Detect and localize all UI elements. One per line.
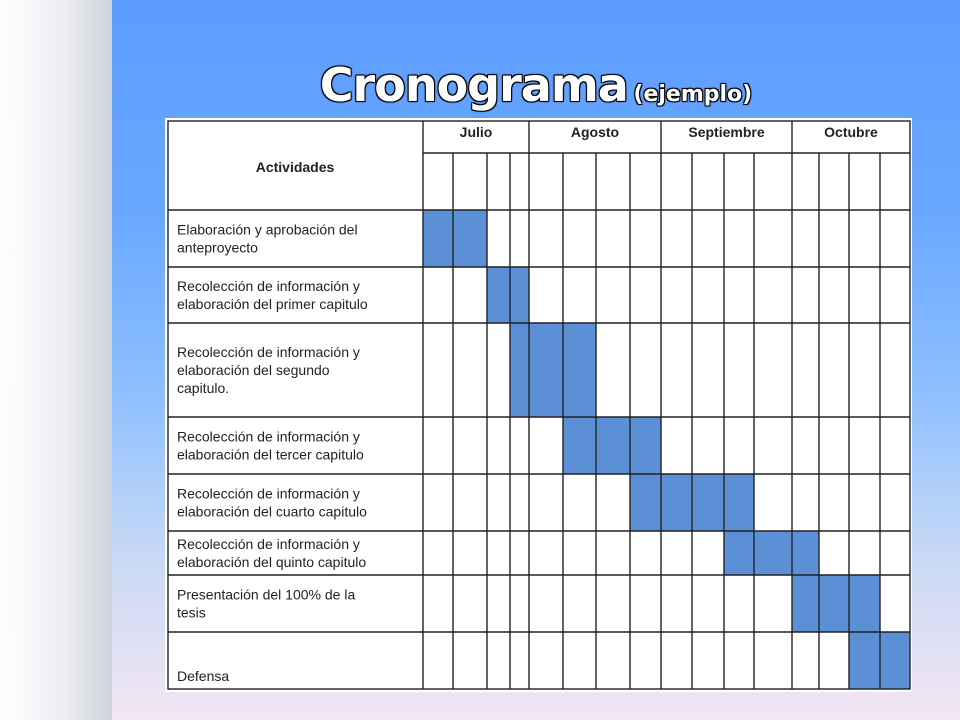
activity-label-line: elaboración del primer capitulo [177,296,368,312]
activity-label-line: Recolección de información y [177,278,360,294]
activity-label-line: Defensa [177,668,230,684]
gantt-bar-cell [849,575,880,632]
gantt-bar-cell [630,474,661,531]
activity-label-line: Recolección de información y [177,344,360,360]
gantt-chart [165,118,912,692]
activity-label-line: elaboración del tercer capitulo [177,446,364,463]
activity-label [177,536,366,570]
month-label: Agosto [570,124,620,140]
gantt-bar-cell [792,575,819,632]
activity-label [177,429,364,463]
activity-label-line: elaboración del cuarto capitulo [177,503,367,520]
gantt-bar-cell [692,474,724,531]
gantt-bar-cell [792,531,819,575]
gantt-bar-cell [423,210,453,267]
gantt-bar-cell [510,323,529,417]
title-main: Cronograma [319,58,628,112]
activity-label [177,486,367,520]
gantt-bar-cell [880,632,910,689]
month-label: Octubre [824,124,878,140]
gantt-bar-cell [819,575,849,632]
gantt-bar-cell [596,417,630,474]
activity-label [177,668,229,684]
gantt-bar-cell [510,267,529,323]
activity-label [177,344,360,396]
left-band [0,0,112,720]
gantt-bar-cell [661,474,692,531]
activity-label-line: capitulo. [177,380,230,396]
gantt-bar-cell [487,267,510,323]
month-label: Septiembre [688,124,765,140]
activity-label [177,587,355,621]
gantt-table [165,118,912,692]
activity-label-line: Recolección de información y [177,428,360,445]
slide-title [112,58,960,122]
activity-label-line: Recolección de información y [177,536,360,552]
month-label: Julio [459,124,493,140]
gantt-bar-cell [630,417,661,474]
activity-label [177,278,368,312]
title-sub: (ejemplo) [633,82,753,107]
gantt-bar-cell [529,323,563,417]
gantt-bar-cell [724,474,754,531]
gantt-bar-cell [754,531,792,575]
activity-label-line: Presentación del 100% de la [177,586,356,603]
gantt-bar-cell [849,632,880,689]
activities-header: Actividades [255,159,335,175]
gantt-bar-cell [563,417,596,474]
activity-label-line: tesis [177,604,206,621]
activity-label-line: anteproyecto [177,239,258,256]
activity-label-line: Elaboración y aprobación del [177,221,358,238]
activity-label [177,222,358,256]
gantt-bar-cell [724,531,754,575]
gantt-bar-cell [563,323,596,417]
gantt-bar-cell [453,210,487,267]
activity-label-line: elaboración del quinto capitulo [177,554,367,570]
activity-label-line: elaboración del segundo [177,362,330,378]
activity-label-line: Recolección de información y [177,485,360,502]
